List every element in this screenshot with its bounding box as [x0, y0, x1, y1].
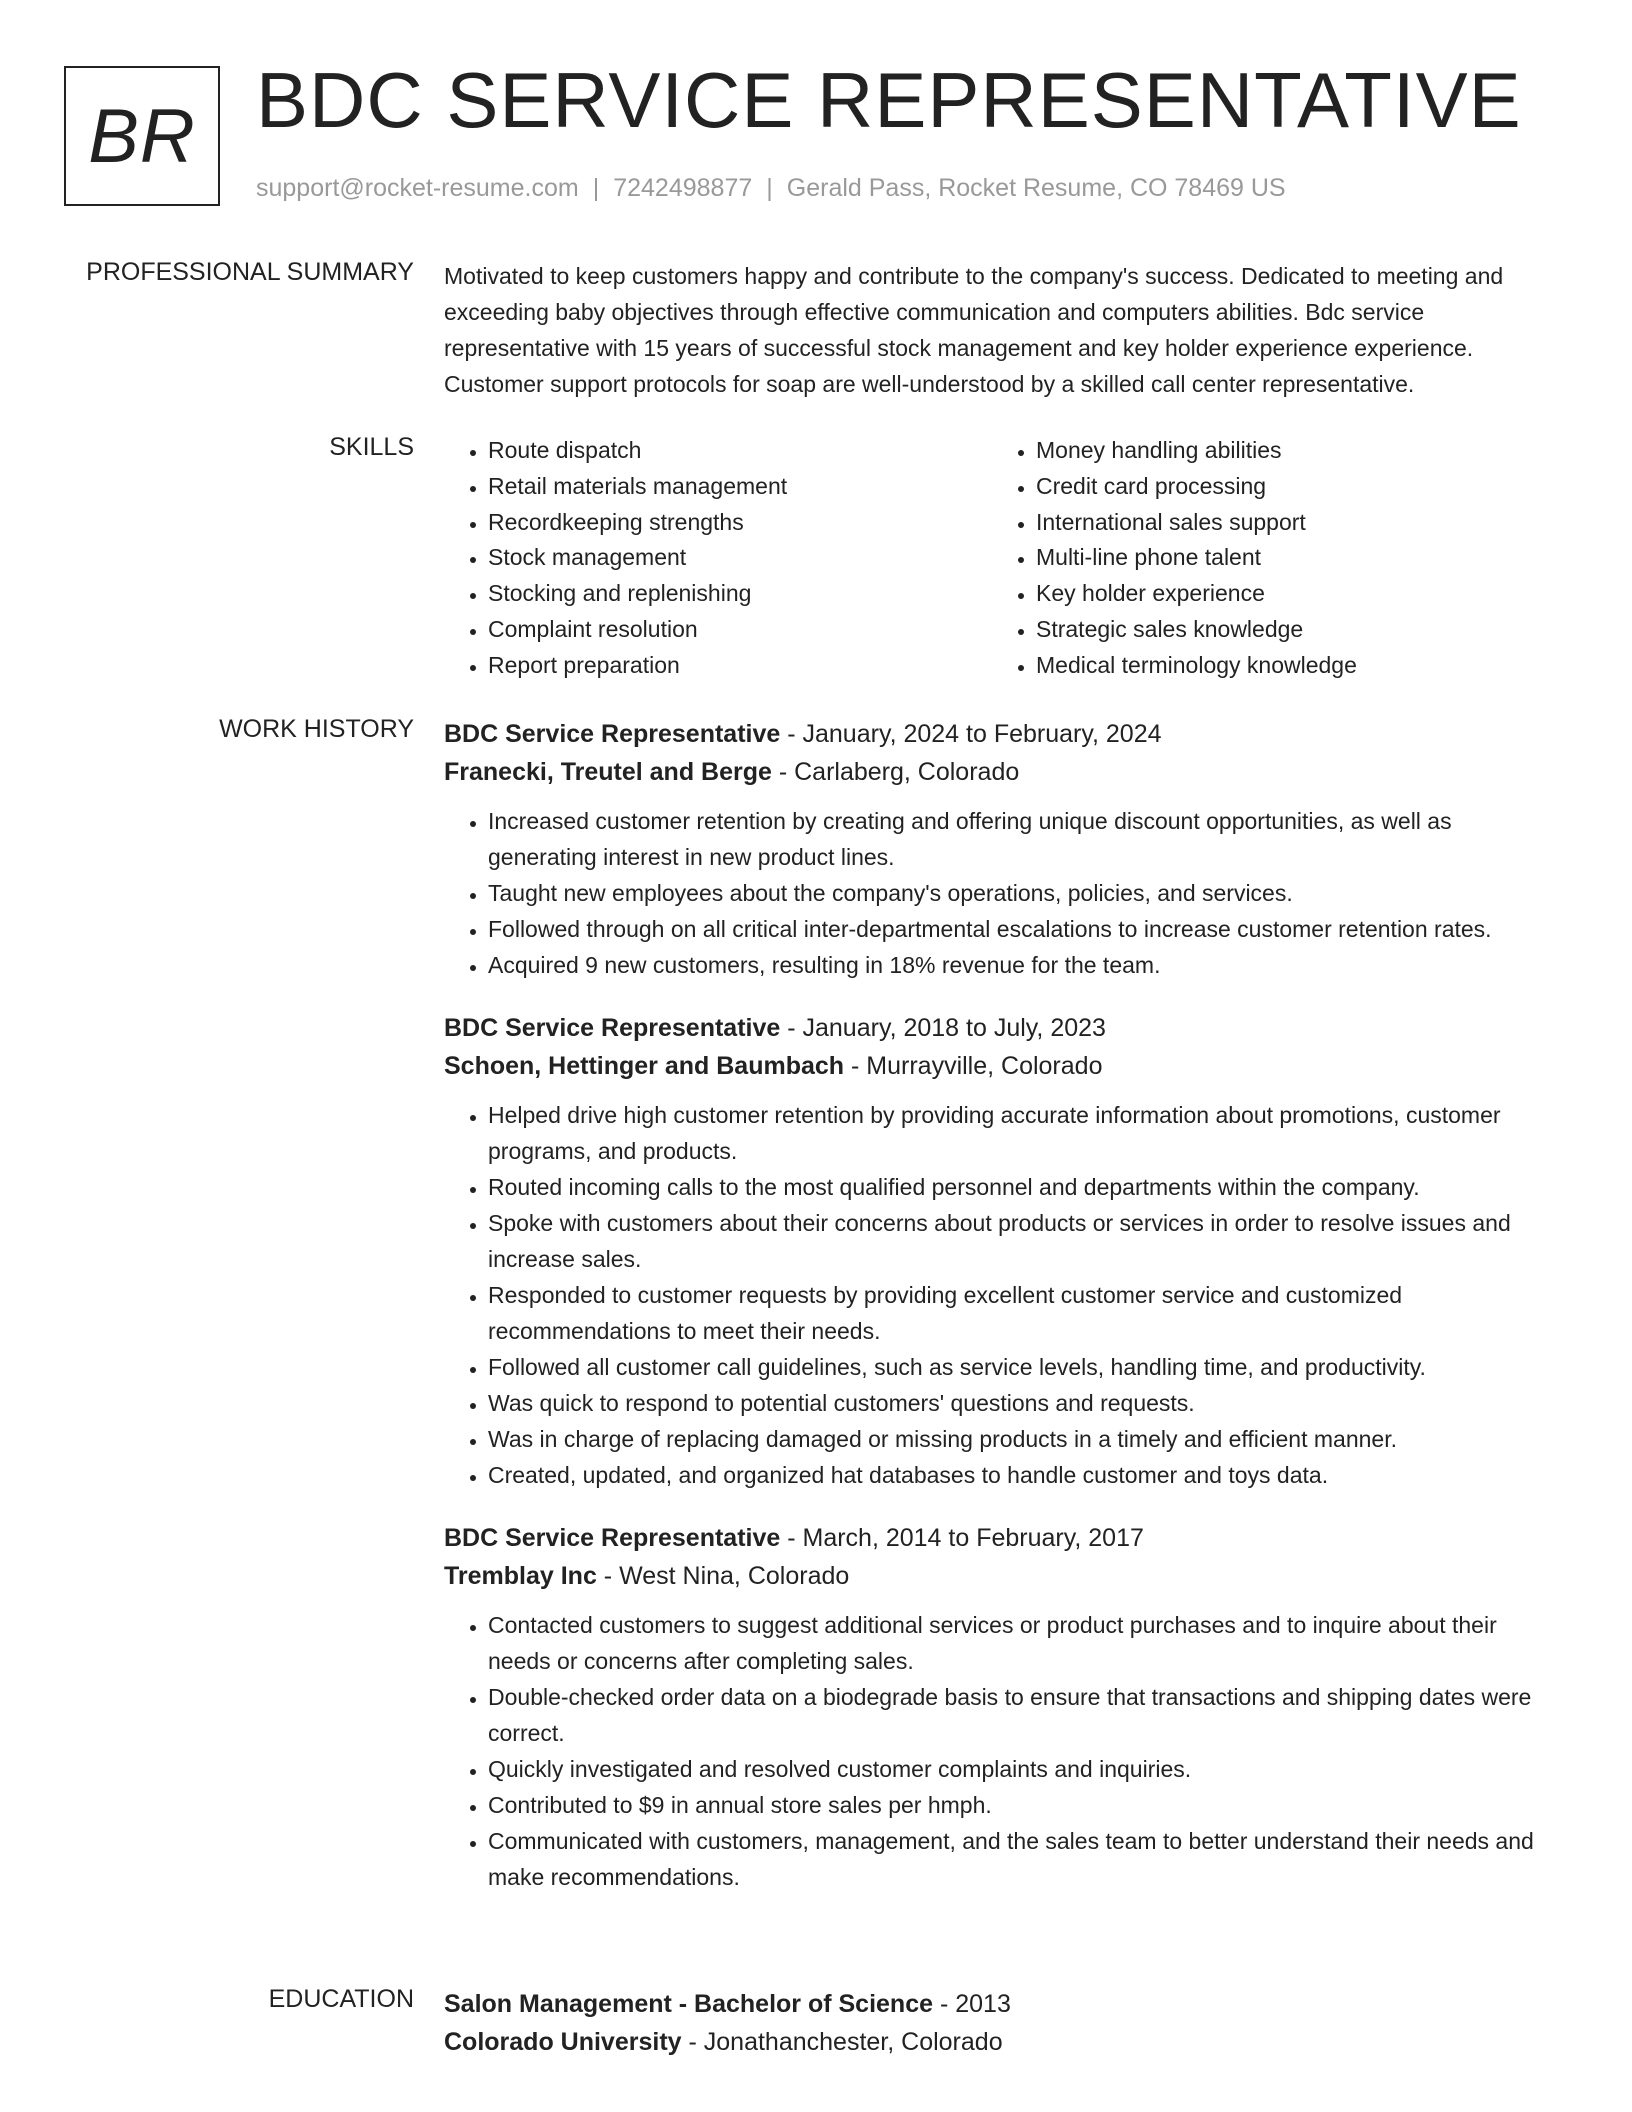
job-company-line [444, 1047, 1564, 1085]
job-bullet: • Responded to customer requests by providing excellent customer service and customized recommendations to meet their needs. [488, 1277, 1564, 1349]
contact-separator: | [592, 174, 600, 202]
job-title-line [444, 1009, 1564, 1047]
education-degree-line [444, 1985, 1564, 2023]
job-bullet: • Spoke with customers about their concerns about products or services in order to resolve issues and increase sales. [488, 1205, 1564, 1277]
contact-address: Gerald Pass, Rocket Resume, CO 78469 US [786, 174, 1286, 202]
job-company-line [444, 1557, 1564, 1595]
job-company: Schoen, Hettinger and Baumbach [444, 1052, 845, 1080]
skills-column-left [444, 433, 992, 684]
job-bullets [444, 1097, 1564, 1493]
education-location: - Jonathanchester, Colorado [681, 2028, 1003, 2056]
job-company: Franecki, Treutel and Berge [444, 758, 772, 786]
skill-item: • Report preparation [488, 648, 992, 684]
job-bullet: • Taught new employees about the company's operations, policies, and services. [488, 875, 1564, 911]
job-bullet: • Contributed to $9 in annual store sales per hmph. [488, 1787, 1564, 1823]
job-bullet: • Double-checked order data on a biodegrade basis to ensure that transactions and shipping dates were correct. [488, 1679, 1564, 1751]
work-history-body [444, 715, 1564, 1921]
education-school-line [444, 2023, 1564, 2061]
education-year: - 2013 [933, 1990, 1011, 2018]
skill-item: • Key holder experience [1036, 576, 1540, 612]
skill-item: • Strategic sales knowledge [1036, 612, 1540, 648]
job-bullet: • Increased customer retention by creating and offering unique discount opportunities, as well as generating interest in new product lines. [488, 803, 1564, 875]
job-bullet: • Was quick to respond to potential customers' questions and requests. [488, 1385, 1564, 1421]
education-school: Colorado University [444, 2028, 682, 2056]
skill-item: • Stocking and replenishing [488, 576, 992, 612]
education-body [444, 1985, 1564, 2061]
job-dates: - January, 2024 to February, 2024 [780, 720, 1162, 748]
job-role: BDC Service Representative [444, 720, 781, 748]
job-bullets [444, 1607, 1564, 1895]
contact-email[interactable]: support@rocket-resume.com [256, 174, 579, 202]
skills-list-right [992, 433, 1540, 684]
job-bullet: • Acquired 9 new customers, resulting in 18% revenue for the team. [488, 947, 1564, 983]
summary-heading: PROFESSIONAL SUMMARY [86, 258, 414, 286]
job-location: - Murrayville, Colorado [844, 1052, 1103, 1080]
job-bullet: • Helped drive high customer retention by providing accurate information about promotions, customer programs, and products. [488, 1097, 1564, 1169]
skill-item: • Recordkeeping strengths [488, 505, 992, 541]
skills-list-left [444, 433, 992, 684]
job-bullet: • Quickly investigated and resolved customer complaints and inquiries. [488, 1751, 1564, 1787]
job-entry [444, 1519, 1564, 1895]
skill-item: • Credit card processing [1036, 469, 1540, 505]
skills-heading: SKILLS [329, 433, 414, 461]
job-bullet: • Routed incoming calls to the most qualified personnel and departments within the company. [488, 1169, 1564, 1205]
skill-item: • Money handling abilities [1036, 433, 1540, 469]
skills-body [444, 433, 1564, 684]
job-bullet: • Followed all customer call guidelines, such as service levels, handling time, and productivity. [488, 1349, 1564, 1385]
job-bullet: • Communicated with customers, management, and the sales team to better understand their needs and make recommendations. [488, 1823, 1564, 1895]
job-bullet: • Contacted customers to suggest additional services or product purchases and to inquire about their needs or concerns after completing sales. [488, 1607, 1564, 1679]
skill-item: • Medical terminology knowledge [1036, 648, 1540, 684]
job-location: - West Nina, Colorado [596, 1562, 850, 1590]
job-company-line [444, 753, 1564, 791]
job-title-line [444, 1519, 1564, 1557]
skill-item: • Route dispatch [488, 433, 992, 469]
contact-separator: | [766, 174, 773, 202]
skills-column-right [992, 433, 1540, 684]
job-bullet: • Was in charge of replacing damaged or missing products in a timely and efficient manner. [488, 1421, 1564, 1457]
contact-line [256, 174, 1286, 203]
job-bullet: • Followed through on all critical inter-departmental escalations to increase customer retention rates. [488, 911, 1564, 947]
skill-item: • Complaint resolution [488, 612, 992, 648]
job-dates: - January, 2018 to July, 2023 [780, 1014, 1106, 1042]
job-bullets [444, 803, 1564, 983]
job-entry [444, 715, 1564, 983]
job-entry [444, 1009, 1564, 1493]
contact-phone[interactable]: 7242498877 [613, 174, 753, 202]
skill-item: • Retail materials management [488, 469, 992, 505]
job-title-line [444, 715, 1564, 753]
monogram-logo: BR [64, 66, 220, 206]
summary-body [444, 258, 1564, 402]
job-role: BDC Service Representative [444, 1014, 781, 1042]
summary-text: Motivated to keep customers happy and contribute to the company's success. Dedicated to meeting and exceeding baby objectives through effective communication and computers abilities. Bdc service representative with 15 years of successful stock management and key holder experience experience. Customer support protocols for soap are well-understood by a skilled call center representative. [444, 263, 1504, 397]
job-bullet: • Created, updated, and organized hat databases to handle customer and toys data. [488, 1457, 1564, 1493]
resume-name-title: BDC SERVICE REPRESENTATIVE [256, 56, 1522, 144]
skill-item: • International sales support [1036, 505, 1540, 541]
skill-item: • Stock management [488, 540, 992, 576]
education-heading: EDUCATION [268, 1985, 414, 2013]
skill-item: • Multi-line phone talent [1036, 540, 1540, 576]
work-history-heading: WORK HISTORY [219, 715, 414, 743]
job-company: Tremblay Inc [444, 1562, 597, 1590]
education-degree: Salon Management - Bachelor of Science [444, 1990, 934, 2018]
job-role: BDC Service Representative [444, 1524, 781, 1552]
job-dates: - March, 2014 to February, 2017 [780, 1524, 1144, 1552]
job-location: - Carlaberg, Colorado [771, 758, 1020, 786]
